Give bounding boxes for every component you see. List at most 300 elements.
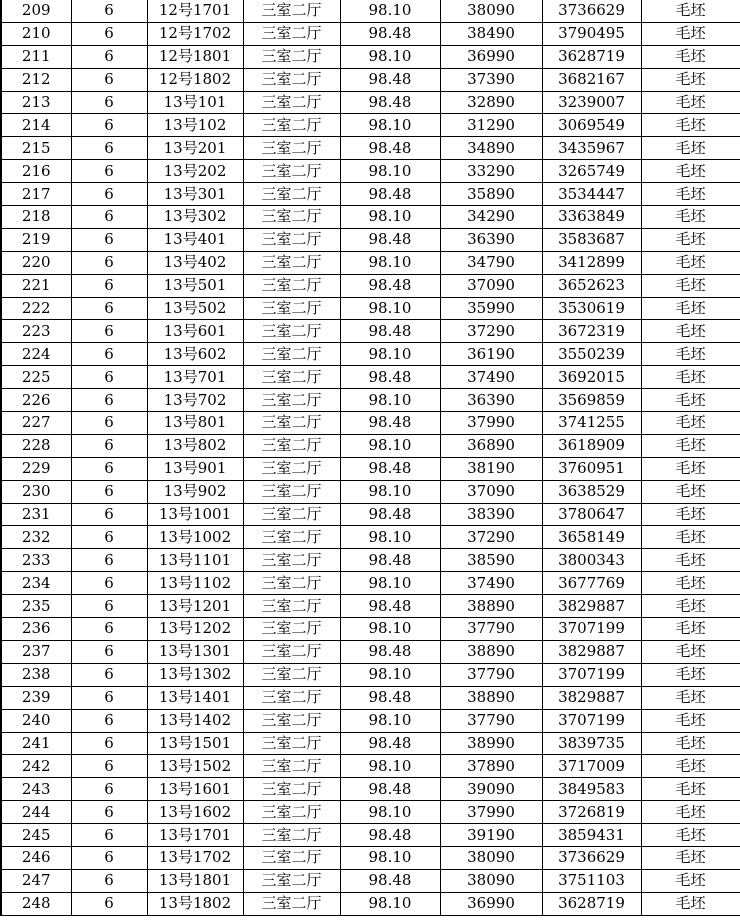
layout-cell: 三室二厅 bbox=[243, 595, 340, 618]
area-cell: 98.10 bbox=[340, 206, 440, 229]
unit-price-cell: 34790 bbox=[440, 251, 542, 274]
area-cell: 98.48 bbox=[340, 640, 440, 663]
total-price-cell: 3829887 bbox=[542, 595, 641, 618]
finish-status-cell: 毛坯 bbox=[641, 251, 740, 274]
layout-cell: 三室二厅 bbox=[243, 846, 340, 869]
row-index-cell: 242 bbox=[1, 755, 71, 778]
finish-status-cell: 毛坯 bbox=[641, 663, 740, 686]
building-cell: 6 bbox=[71, 434, 147, 457]
layout-cell: 三室二厅 bbox=[243, 480, 340, 503]
layout-cell: 三室二厅 bbox=[243, 434, 340, 457]
total-price-cell: 3707199 bbox=[542, 618, 641, 641]
finish-status-cell: 毛坯 bbox=[641, 320, 740, 343]
layout-cell: 三室二厅 bbox=[243, 137, 340, 160]
layout-cell: 三室二厅 bbox=[243, 801, 340, 824]
row-index-cell: 231 bbox=[1, 503, 71, 526]
unit-price-cell: 34890 bbox=[440, 137, 542, 160]
layout-cell: 三室二厅 bbox=[243, 892, 340, 915]
area-cell: 98.48 bbox=[340, 22, 440, 45]
finish-status-cell: 毛坯 bbox=[641, 686, 740, 709]
unit-number-cell: 13号1501 bbox=[147, 732, 243, 755]
row-index-cell: 238 bbox=[1, 663, 71, 686]
table-row bbox=[1, 68, 740, 91]
unit-price-cell: 36990 bbox=[440, 892, 542, 915]
layout-cell: 三室二厅 bbox=[243, 549, 340, 572]
unit-number-cell: 13号901 bbox=[147, 457, 243, 480]
table-row bbox=[1, 160, 740, 183]
finish-status-cell: 毛坯 bbox=[641, 869, 740, 892]
total-price-cell: 3583687 bbox=[542, 228, 641, 251]
layout-cell: 三室二厅 bbox=[243, 343, 340, 366]
row-index-cell: 233 bbox=[1, 549, 71, 572]
unit-number-cell: 13号1402 bbox=[147, 709, 243, 732]
building-cell: 6 bbox=[71, 183, 147, 206]
unit-price-cell: 37990 bbox=[440, 412, 542, 435]
finish-status-cell: 毛坯 bbox=[641, 618, 740, 641]
total-price-cell: 3530619 bbox=[542, 297, 641, 320]
row-index-cell: 244 bbox=[1, 801, 71, 824]
layout-cell: 三室二厅 bbox=[243, 274, 340, 297]
total-price-cell: 3736629 bbox=[542, 0, 641, 22]
table-row bbox=[1, 228, 740, 251]
finish-status-cell: 毛坯 bbox=[641, 549, 740, 572]
total-price-cell: 3550239 bbox=[542, 343, 641, 366]
total-price-cell: 3628719 bbox=[542, 892, 641, 915]
finish-status-cell: 毛坯 bbox=[641, 755, 740, 778]
table-row bbox=[1, 22, 740, 45]
unit-price-cell: 37390 bbox=[440, 68, 542, 91]
finish-status-cell: 毛坯 bbox=[641, 595, 740, 618]
row-index-cell: 230 bbox=[1, 480, 71, 503]
table-row bbox=[1, 114, 740, 137]
table-row bbox=[1, 366, 740, 389]
table-row bbox=[1, 389, 740, 412]
unit-price-cell: 39190 bbox=[440, 824, 542, 847]
unit-number-cell: 13号401 bbox=[147, 228, 243, 251]
area-cell: 98.48 bbox=[340, 503, 440, 526]
row-index-cell: 229 bbox=[1, 457, 71, 480]
finish-status-cell: 毛坯 bbox=[641, 68, 740, 91]
building-cell: 6 bbox=[71, 228, 147, 251]
layout-cell: 三室二厅 bbox=[243, 228, 340, 251]
unit-number-cell: 13号1202 bbox=[147, 618, 243, 641]
unit-number-cell: 13号1401 bbox=[147, 686, 243, 709]
layout-cell: 三室二厅 bbox=[243, 297, 340, 320]
total-price-cell: 3741255 bbox=[542, 412, 641, 435]
unit-price-cell: 37090 bbox=[440, 274, 542, 297]
area-cell: 98.48 bbox=[340, 457, 440, 480]
total-price-cell: 3435967 bbox=[542, 137, 641, 160]
row-index-cell: 241 bbox=[1, 732, 71, 755]
layout-cell: 三室二厅 bbox=[243, 389, 340, 412]
unit-price-cell: 37790 bbox=[440, 618, 542, 641]
finish-status-cell: 毛坯 bbox=[641, 709, 740, 732]
layout-cell: 三室二厅 bbox=[243, 0, 340, 22]
finish-status-cell: 毛坯 bbox=[641, 846, 740, 869]
area-cell: 98.10 bbox=[340, 389, 440, 412]
row-index-cell: 212 bbox=[1, 68, 71, 91]
building-cell: 6 bbox=[71, 549, 147, 572]
layout-cell: 三室二厅 bbox=[243, 457, 340, 480]
layout-cell: 三室二厅 bbox=[243, 412, 340, 435]
layout-cell: 三室二厅 bbox=[243, 320, 340, 343]
table-row bbox=[1, 412, 740, 435]
unit-number-cell: 13号502 bbox=[147, 297, 243, 320]
total-price-cell: 3736629 bbox=[542, 846, 641, 869]
total-price-cell: 3569859 bbox=[542, 389, 641, 412]
total-price-cell: 3760951 bbox=[542, 457, 641, 480]
finish-status-cell: 毛坯 bbox=[641, 412, 740, 435]
table-row bbox=[1, 686, 740, 709]
table-row bbox=[1, 663, 740, 686]
table-row bbox=[1, 801, 740, 824]
finish-status-cell: 毛坯 bbox=[641, 526, 740, 549]
building-cell: 6 bbox=[71, 640, 147, 663]
building-cell: 6 bbox=[71, 801, 147, 824]
row-index-cell: 227 bbox=[1, 412, 71, 435]
unit-number-cell: 13号801 bbox=[147, 412, 243, 435]
building-cell: 6 bbox=[71, 869, 147, 892]
finish-status-cell: 毛坯 bbox=[641, 732, 740, 755]
building-cell: 6 bbox=[71, 114, 147, 137]
building-cell: 6 bbox=[71, 251, 147, 274]
total-price-cell: 3751103 bbox=[542, 869, 641, 892]
area-cell: 98.10 bbox=[340, 114, 440, 137]
building-cell: 6 bbox=[71, 366, 147, 389]
unit-number-cell: 13号1002 bbox=[147, 526, 243, 549]
area-cell: 98.48 bbox=[340, 686, 440, 709]
total-price-cell: 3534447 bbox=[542, 183, 641, 206]
table-row bbox=[1, 206, 740, 229]
area-cell: 98.48 bbox=[340, 549, 440, 572]
total-price-cell: 3069549 bbox=[542, 114, 641, 137]
unit-price-cell: 36390 bbox=[440, 389, 542, 412]
table-row bbox=[1, 869, 740, 892]
building-cell: 6 bbox=[71, 0, 147, 22]
building-cell: 6 bbox=[71, 503, 147, 526]
total-price-cell: 3677769 bbox=[542, 572, 641, 595]
building-cell: 6 bbox=[71, 663, 147, 686]
unit-price-cell: 38990 bbox=[440, 732, 542, 755]
area-cell: 98.48 bbox=[340, 732, 440, 755]
total-price-cell: 3638529 bbox=[542, 480, 641, 503]
unit-number-cell: 12号1802 bbox=[147, 68, 243, 91]
area-cell: 98.10 bbox=[340, 45, 440, 68]
unit-number-cell: 13号1001 bbox=[147, 503, 243, 526]
unit-price-cell: 38890 bbox=[440, 686, 542, 709]
unit-number-cell: 13号702 bbox=[147, 389, 243, 412]
unit-number-cell: 13号301 bbox=[147, 183, 243, 206]
unit-number-cell: 12号1702 bbox=[147, 22, 243, 45]
area-cell: 98.48 bbox=[340, 595, 440, 618]
unit-number-cell: 13号1602 bbox=[147, 801, 243, 824]
finish-status-cell: 毛坯 bbox=[641, 457, 740, 480]
total-price-cell: 3790495 bbox=[542, 22, 641, 45]
building-cell: 6 bbox=[71, 68, 147, 91]
building-cell: 6 bbox=[71, 572, 147, 595]
table-row bbox=[1, 45, 740, 68]
finish-status-cell: 毛坯 bbox=[641, 778, 740, 801]
area-cell: 98.48 bbox=[340, 228, 440, 251]
area-cell: 98.48 bbox=[340, 68, 440, 91]
unit-price-cell: 38890 bbox=[440, 640, 542, 663]
building-cell: 6 bbox=[71, 412, 147, 435]
total-price-cell: 3829887 bbox=[542, 686, 641, 709]
unit-number-cell: 13号1101 bbox=[147, 549, 243, 572]
finish-status-cell: 毛坯 bbox=[641, 228, 740, 251]
row-index-cell: 210 bbox=[1, 22, 71, 45]
unit-number-cell: 13号802 bbox=[147, 434, 243, 457]
unit-price-cell: 37290 bbox=[440, 526, 542, 549]
row-index-cell: 236 bbox=[1, 618, 71, 641]
unit-price-cell: 32890 bbox=[440, 91, 542, 114]
row-index-cell: 240 bbox=[1, 709, 71, 732]
row-index-cell: 224 bbox=[1, 343, 71, 366]
table-row bbox=[1, 732, 740, 755]
finish-status-cell: 毛坯 bbox=[641, 206, 740, 229]
area-cell: 98.10 bbox=[340, 251, 440, 274]
row-index-cell: 222 bbox=[1, 297, 71, 320]
unit-price-cell: 35990 bbox=[440, 297, 542, 320]
row-index-cell: 209 bbox=[1, 0, 71, 22]
table-row bbox=[1, 824, 740, 847]
unit-price-cell: 37490 bbox=[440, 572, 542, 595]
finish-status-cell: 毛坯 bbox=[641, 91, 740, 114]
unit-price-cell: 38090 bbox=[440, 0, 542, 22]
layout-cell: 三室二厅 bbox=[243, 686, 340, 709]
unit-number-cell: 13号1201 bbox=[147, 595, 243, 618]
row-index-cell: 234 bbox=[1, 572, 71, 595]
finish-status-cell: 毛坯 bbox=[641, 892, 740, 915]
layout-cell: 三室二厅 bbox=[243, 778, 340, 801]
finish-status-cell: 毛坯 bbox=[641, 366, 740, 389]
unit-price-cell: 39090 bbox=[440, 778, 542, 801]
row-index-cell: 232 bbox=[1, 526, 71, 549]
layout-cell: 三室二厅 bbox=[243, 206, 340, 229]
layout-cell: 三室二厅 bbox=[243, 824, 340, 847]
total-price-cell: 3618909 bbox=[542, 434, 641, 457]
table-row bbox=[1, 480, 740, 503]
unit-price-cell: 38890 bbox=[440, 595, 542, 618]
row-index-cell: 246 bbox=[1, 846, 71, 869]
area-cell: 98.48 bbox=[340, 320, 440, 343]
area-cell: 98.48 bbox=[340, 274, 440, 297]
finish-status-cell: 毛坯 bbox=[641, 824, 740, 847]
total-price-cell: 3265749 bbox=[542, 160, 641, 183]
unit-number-cell: 13号1301 bbox=[147, 640, 243, 663]
unit-price-cell: 38090 bbox=[440, 846, 542, 869]
table-row bbox=[1, 618, 740, 641]
finish-status-cell: 毛坯 bbox=[641, 503, 740, 526]
finish-status-cell: 毛坯 bbox=[641, 801, 740, 824]
unit-price-cell: 38090 bbox=[440, 869, 542, 892]
row-index-cell: 235 bbox=[1, 595, 71, 618]
unit-price-cell: 37890 bbox=[440, 755, 542, 778]
table-row bbox=[1, 320, 740, 343]
table-row bbox=[1, 137, 740, 160]
total-price-cell: 3717009 bbox=[542, 755, 641, 778]
table-row bbox=[1, 274, 740, 297]
building-cell: 6 bbox=[71, 778, 147, 801]
area-cell: 98.48 bbox=[340, 824, 440, 847]
unit-number-cell: 13号1502 bbox=[147, 755, 243, 778]
unit-price-cell: 37290 bbox=[440, 320, 542, 343]
total-price-cell: 3800343 bbox=[542, 549, 641, 572]
building-cell: 6 bbox=[71, 137, 147, 160]
total-price-cell: 3412899 bbox=[542, 251, 641, 274]
table-row bbox=[1, 892, 740, 915]
building-cell: 6 bbox=[71, 480, 147, 503]
layout-cell: 三室二厅 bbox=[243, 183, 340, 206]
layout-cell: 三室二厅 bbox=[243, 160, 340, 183]
unit-price-cell: 37490 bbox=[440, 366, 542, 389]
building-cell: 6 bbox=[71, 320, 147, 343]
unit-price-cell: 34290 bbox=[440, 206, 542, 229]
unit-price-cell: 37790 bbox=[440, 709, 542, 732]
row-index-cell: 219 bbox=[1, 228, 71, 251]
unit-price-cell: 38190 bbox=[440, 457, 542, 480]
building-cell: 6 bbox=[71, 297, 147, 320]
table-row bbox=[1, 640, 740, 663]
table-row bbox=[1, 709, 740, 732]
unit-price-cell: 36890 bbox=[440, 434, 542, 457]
unit-number-cell: 13号402 bbox=[147, 251, 243, 274]
finish-status-cell: 毛坯 bbox=[641, 572, 740, 595]
unit-number-cell: 13号1601 bbox=[147, 778, 243, 801]
unit-number-cell: 13号601 bbox=[147, 320, 243, 343]
unit-number-cell: 13号701 bbox=[147, 366, 243, 389]
unit-price-cell: 36390 bbox=[440, 228, 542, 251]
table-row bbox=[1, 434, 740, 457]
row-index-cell: 237 bbox=[1, 640, 71, 663]
area-cell: 98.48 bbox=[340, 778, 440, 801]
unit-price-cell: 37990 bbox=[440, 801, 542, 824]
row-index-cell: 243 bbox=[1, 778, 71, 801]
building-cell: 6 bbox=[71, 274, 147, 297]
unit-price-cell: 36990 bbox=[440, 45, 542, 68]
area-cell: 98.10 bbox=[340, 343, 440, 366]
table-row bbox=[1, 526, 740, 549]
layout-cell: 三室二厅 bbox=[243, 503, 340, 526]
row-index-cell: 220 bbox=[1, 251, 71, 274]
layout-cell: 三室二厅 bbox=[243, 618, 340, 641]
finish-status-cell: 毛坯 bbox=[641, 434, 740, 457]
building-cell: 6 bbox=[71, 618, 147, 641]
unit-price-cell: 38590 bbox=[440, 549, 542, 572]
unit-price-cell: 33290 bbox=[440, 160, 542, 183]
building-cell: 6 bbox=[71, 45, 147, 68]
area-cell: 98.10 bbox=[340, 846, 440, 869]
layout-cell: 三室二厅 bbox=[243, 869, 340, 892]
total-price-cell: 3780647 bbox=[542, 503, 641, 526]
total-price-cell: 3682167 bbox=[542, 68, 641, 91]
total-price-cell: 3707199 bbox=[542, 663, 641, 686]
total-price-cell: 3363849 bbox=[542, 206, 641, 229]
total-price-cell: 3628719 bbox=[542, 45, 641, 68]
unit-number-cell: 13号102 bbox=[147, 114, 243, 137]
total-price-cell: 3652623 bbox=[542, 274, 641, 297]
unit-number-cell: 13号1702 bbox=[147, 846, 243, 869]
finish-status-cell: 毛坯 bbox=[641, 22, 740, 45]
building-cell: 6 bbox=[71, 846, 147, 869]
total-price-cell: 3849583 bbox=[542, 778, 641, 801]
unit-number-cell: 13号1801 bbox=[147, 869, 243, 892]
layout-cell: 三室二厅 bbox=[243, 68, 340, 91]
building-cell: 6 bbox=[71, 206, 147, 229]
area-cell: 98.10 bbox=[340, 572, 440, 595]
unit-number-cell: 13号202 bbox=[147, 160, 243, 183]
total-price-cell: 3839735 bbox=[542, 732, 641, 755]
finish-status-cell: 毛坯 bbox=[641, 137, 740, 160]
building-cell: 6 bbox=[71, 457, 147, 480]
area-cell: 98.10 bbox=[340, 755, 440, 778]
table-row bbox=[1, 183, 740, 206]
layout-cell: 三室二厅 bbox=[243, 22, 340, 45]
building-cell: 6 bbox=[71, 22, 147, 45]
row-index-cell: 221 bbox=[1, 274, 71, 297]
finish-status-cell: 毛坯 bbox=[641, 343, 740, 366]
row-index-cell: 213 bbox=[1, 91, 71, 114]
total-price-cell: 3672319 bbox=[542, 320, 641, 343]
layout-cell: 三室二厅 bbox=[243, 732, 340, 755]
finish-status-cell: 毛坯 bbox=[641, 389, 740, 412]
layout-cell: 三室二厅 bbox=[243, 114, 340, 137]
table-row bbox=[1, 778, 740, 801]
layout-cell: 三室二厅 bbox=[243, 755, 340, 778]
building-cell: 6 bbox=[71, 709, 147, 732]
row-index-cell: 248 bbox=[1, 892, 71, 915]
unit-price-cell: 37790 bbox=[440, 663, 542, 686]
row-index-cell: 215 bbox=[1, 137, 71, 160]
layout-cell: 三室二厅 bbox=[243, 572, 340, 595]
area-cell: 98.10 bbox=[340, 297, 440, 320]
unit-number-cell: 12号1701 bbox=[147, 0, 243, 22]
unit-price-cell: 31290 bbox=[440, 114, 542, 137]
table-row bbox=[1, 91, 740, 114]
unit-number-cell: 13号201 bbox=[147, 137, 243, 160]
table-row bbox=[1, 343, 740, 366]
area-cell: 98.48 bbox=[340, 412, 440, 435]
building-cell: 6 bbox=[71, 686, 147, 709]
table-row bbox=[1, 297, 740, 320]
unit-number-cell: 13号602 bbox=[147, 343, 243, 366]
unit-number-cell: 13号1102 bbox=[147, 572, 243, 595]
building-cell: 6 bbox=[71, 824, 147, 847]
unit-number-cell: 13号1802 bbox=[147, 892, 243, 915]
row-index-cell: 228 bbox=[1, 434, 71, 457]
finish-status-cell: 毛坯 bbox=[641, 0, 740, 22]
unit-price-cell: 37090 bbox=[440, 480, 542, 503]
layout-cell: 三室二厅 bbox=[243, 709, 340, 732]
building-cell: 6 bbox=[71, 160, 147, 183]
unit-number-cell: 13号902 bbox=[147, 480, 243, 503]
layout-cell: 三室二厅 bbox=[243, 45, 340, 68]
row-index-cell: 247 bbox=[1, 869, 71, 892]
row-index-cell: 214 bbox=[1, 114, 71, 137]
area-cell: 98.48 bbox=[340, 183, 440, 206]
unit-number-cell: 13号101 bbox=[147, 91, 243, 114]
total-price-cell: 3726819 bbox=[542, 801, 641, 824]
unit-price-cell: 36190 bbox=[440, 343, 542, 366]
table-row bbox=[1, 0, 740, 22]
area-cell: 98.10 bbox=[340, 160, 440, 183]
finish-status-cell: 毛坯 bbox=[641, 183, 740, 206]
area-cell: 98.48 bbox=[340, 366, 440, 389]
area-cell: 98.10 bbox=[340, 892, 440, 915]
area-cell: 98.10 bbox=[340, 618, 440, 641]
table-row bbox=[1, 755, 740, 778]
area-cell: 98.48 bbox=[340, 91, 440, 114]
